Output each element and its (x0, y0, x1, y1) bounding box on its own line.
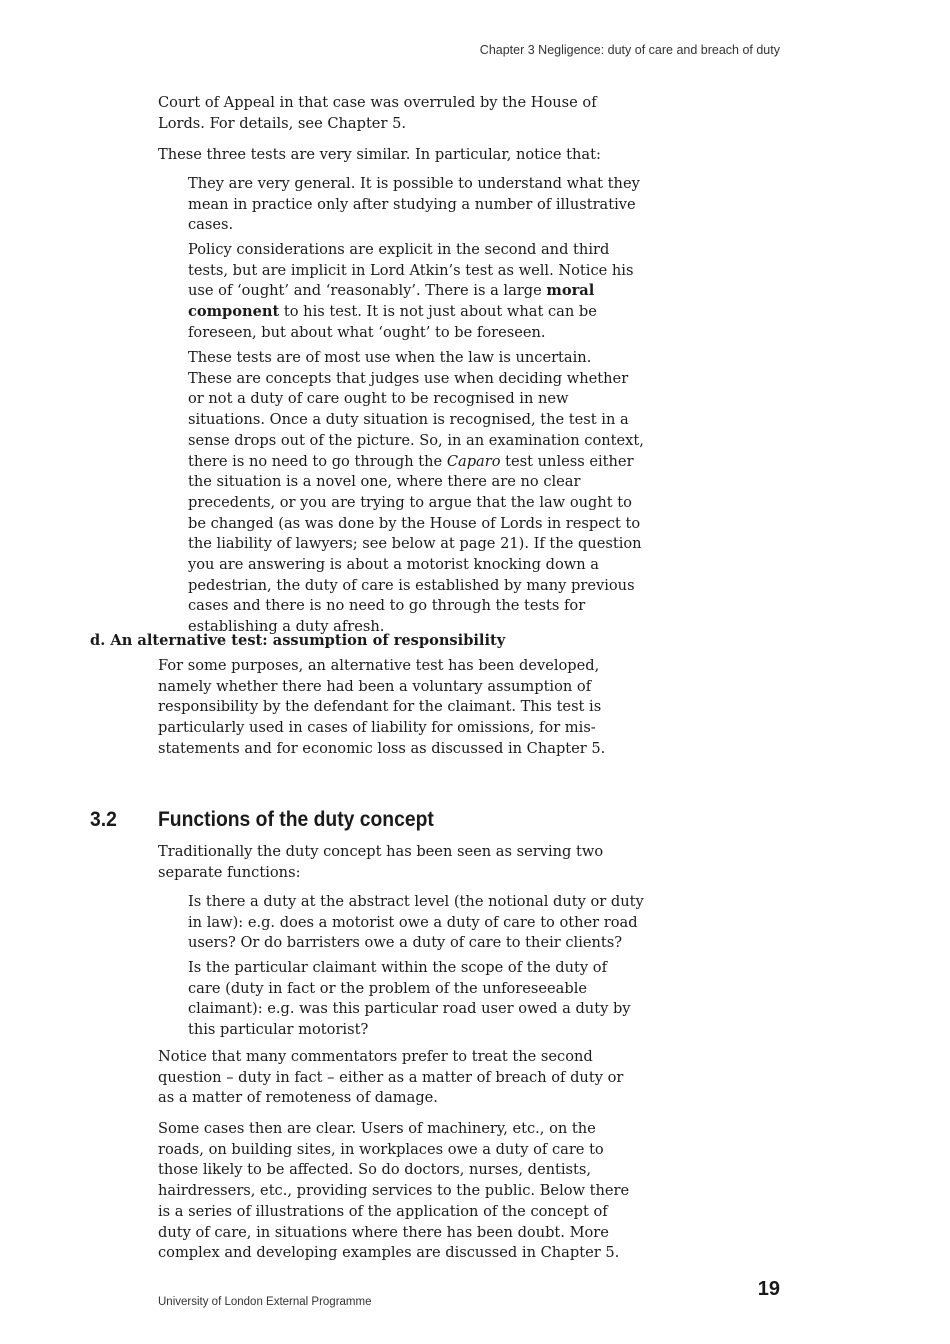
cases-paragraph: Some cases then are clear. Users of machinery, etc., on the roads, on building sites, in workplaces owe a duty of care to those likely to be affected. So do doctors, nurses, dentists, hairdressers, etc., providing services to the public. Below there is a series of illustrations of the application of the concept of duty of care, in situations where there has been doubt. More complex and developing examples are discussed in Chapter 5. (158, 1120, 630, 1262)
moral-component-emphasis: moral component (188, 282, 595, 321)
commentators-paragraph: Notice that many commentators prefer to treat the second question – duty in fact – either as a matter of breach of duty or as a matter of remoteness of damage. (158, 1048, 624, 1107)
running-header: Chapter 3 Negligence: duty of care and breach of duty (479, 43, 780, 57)
traditionally-paragraph: Traditionally the duty concept has been seen as serving two separate functions: (158, 843, 604, 881)
page-number: 19 (757, 1278, 780, 1300)
uncertain-lead: These tests are of most use when the law is uncertain. (188, 349, 592, 366)
uncertain-text-b: test unless either the situation is a novel one, where there are no clear precedents, or you are trying to argue that the law ought to be changed (as was done by the House of Lords in respect to the liability of lawyers; see below at page 21). If the question you are answering is about a motorist knocking down a pedestrian, the duty of care is established by many previous cases and there is no need to go through the tests for establishing a duty afresh. (188, 452, 642, 636)
list-item-policy (188, 240, 644, 344)
policy-text-a: Policy considerations are explicit in the second and third tests, but are implicit in Lord Atkin’s test as well. Notice his use of ‘ought’ and ‘reasonably’. There is a large (188, 241, 634, 300)
section-title: Functions of the duty concept (158, 808, 434, 831)
footer-programme: University of London External Programme (158, 1296, 372, 1308)
list-item-uncertain (188, 348, 644, 638)
caparo-italic: Caparo (446, 452, 501, 470)
list-item-abstract-duty: Is there a duty at the abstract level (the notional duty or duty in law): e.g. does a motorist owe a duty of care to other road users? Or do barristers owe a duty of care to their clients? (188, 893, 644, 952)
alternative-paragraph: For some purposes, an alternative test has been developed, namely whether there had been a voluntary assumption of responsibility by the defendant for the claimant. This test is particularly used in cases of liability for omissions, for mis-statements and for economic loss as discussed in Chapter 5. (158, 657, 606, 757)
tests-paragraph: These three tests are very similar. In particular, notice that: (158, 146, 601, 163)
policy-text-b: to his test. It is not just about what can be foreseen, but about what ‘ought’ to be foreseen. (188, 303, 597, 341)
section-number: 3.2 (90, 808, 117, 831)
list-item-general: They are very general. It is possible to understand what they mean in practice only after studying a number of illustrative cases. (188, 175, 640, 234)
intro-paragraph: Court of Appeal in that case was overruled by the House of Lords. For details, see Chapter 5. (158, 94, 597, 132)
list-item-particular-claimant: Is the particular claimant within the scope of the duty of care (duty in fact or the problem of the unforeseeable claimant): e.g. was this particular road user owed a duty by this particular motorist? (188, 959, 631, 1039)
uncertain-text-a: These are concepts that judges use when deciding whether or not a duty of care ought to be recognised in new situations. Once a duty situation is recognised, the test in a sense drops out of the picture. So, in an examination context, there is no need to go through the (188, 369, 644, 470)
subheading-alternative-test: d. An alternative test: assumption of responsibility (90, 632, 506, 649)
